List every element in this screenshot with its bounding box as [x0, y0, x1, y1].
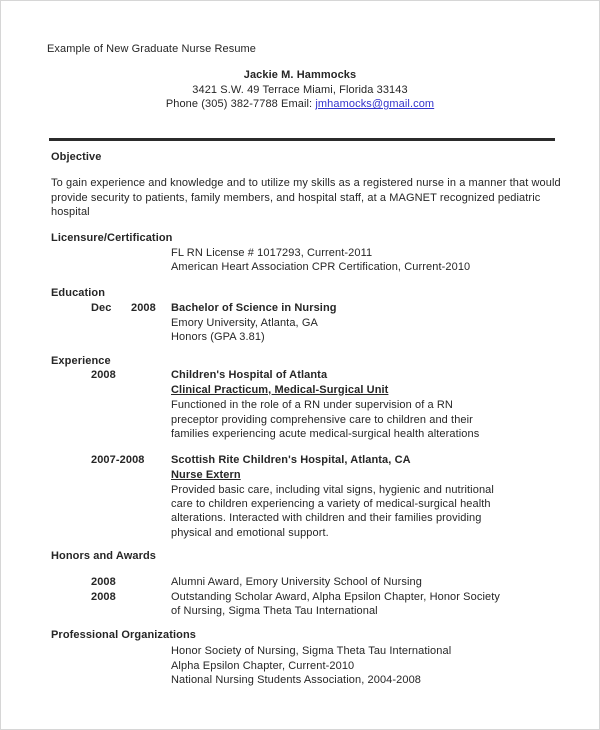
organization-item: National Nursing Students Association, 2004-2008	[171, 674, 422, 686]
education-year: 2008	[131, 302, 156, 314]
job-dates: 2008	[91, 369, 116, 381]
header-divider-rule	[49, 138, 555, 141]
objective-text-line: hospital	[51, 206, 90, 218]
education-month: Dec	[91, 302, 112, 314]
licensure-item: American Heart Association CPR Certification, Current-2010	[171, 260, 471, 273]
award-text-line: of Nursing, Sigma Theta Tau International	[171, 605, 378, 617]
email-link[interactable]: jmhamocks@gmail.com	[315, 98, 435, 111]
award-year: 2008	[91, 590, 116, 603]
job-description-line: families experiencing acute medical-surgical health alterations	[171, 427, 480, 440]
organization-item: Honor Society of Nursing, Sigma Theta Tau International	[171, 645, 452, 657]
job-description-line: care to children experiencing a variety of medical-surgical health	[171, 498, 491, 510]
education-honors: Honors (GPA 3.81)	[171, 331, 265, 343]
objective-text-line: provide security to patients, family members, and hospital staff, at a MAGNET recognized pediatric	[51, 191, 541, 204]
organization-item: Alpha Epsilon Chapter, Current-2010	[171, 659, 355, 672]
job-description-line: alterations. Interacted with children and their families providing	[171, 512, 482, 524]
job-role-title: Clinical Practicum, Medical-Surgical Unit	[171, 383, 389, 396]
candidate-address: 3421 S.W. 49 Terrace Miami, Florida 33143	[192, 83, 408, 96]
section-heading-objective: Objective	[51, 151, 102, 163]
job-description-line: Provided basic care, including vital signs, hygienic and nutritional	[171, 483, 494, 496]
award-text-line: Outstanding Scholar Award, Alpha Epsilon Chapter, Honor Society	[171, 590, 500, 603]
job-description-line: preceptor providing comprehensive care to children and their	[171, 413, 473, 426]
document-caption: Example of New Graduate Nurse Resume	[47, 43, 257, 55]
education-degree: Bachelor of Science in Nursing	[171, 302, 337, 314]
objective-text-line: To gain experience and knowledge and to utilize my skills as a registered nurse in a manner that would	[51, 177, 561, 189]
section-heading-experience: Experience	[51, 355, 111, 367]
section-heading-professional-organizations: Professional Organizations	[51, 629, 197, 641]
candidate-name: Jackie M. Hammocks	[243, 69, 357, 81]
job-description-line: Functioned in the role of a RN under supervision of a RN	[171, 399, 453, 411]
job-dates: 2007-2008	[91, 454, 145, 466]
award-year: 2008	[91, 576, 116, 588]
job-role-title: Nurse Extern	[171, 468, 241, 481]
contact-phone-email-line	[1, 97, 599, 112]
licensure-item: FL RN License # 1017293, Current-2011	[171, 246, 373, 259]
education-school: Emory University, Atlanta, GA	[171, 316, 318, 329]
section-heading-licensure: Licensure/Certification	[51, 232, 173, 244]
job-employer: Children's Hospital of Atlanta	[171, 369, 328, 381]
section-heading-education: Education	[51, 287, 106, 299]
job-description-line: physical and emotional support.	[171, 526, 329, 539]
section-heading-honors-awards: Honors and Awards	[51, 550, 156, 562]
phone-email-prefix: Phone (305) 382-7788 Email:	[165, 98, 316, 111]
job-employer: Scottish Rite Children's Hospital, Atlanta, CA	[171, 454, 411, 466]
contact-header	[1, 68, 599, 112]
award-text-line: Alumni Award, Emory University School of Nursing	[171, 576, 422, 588]
